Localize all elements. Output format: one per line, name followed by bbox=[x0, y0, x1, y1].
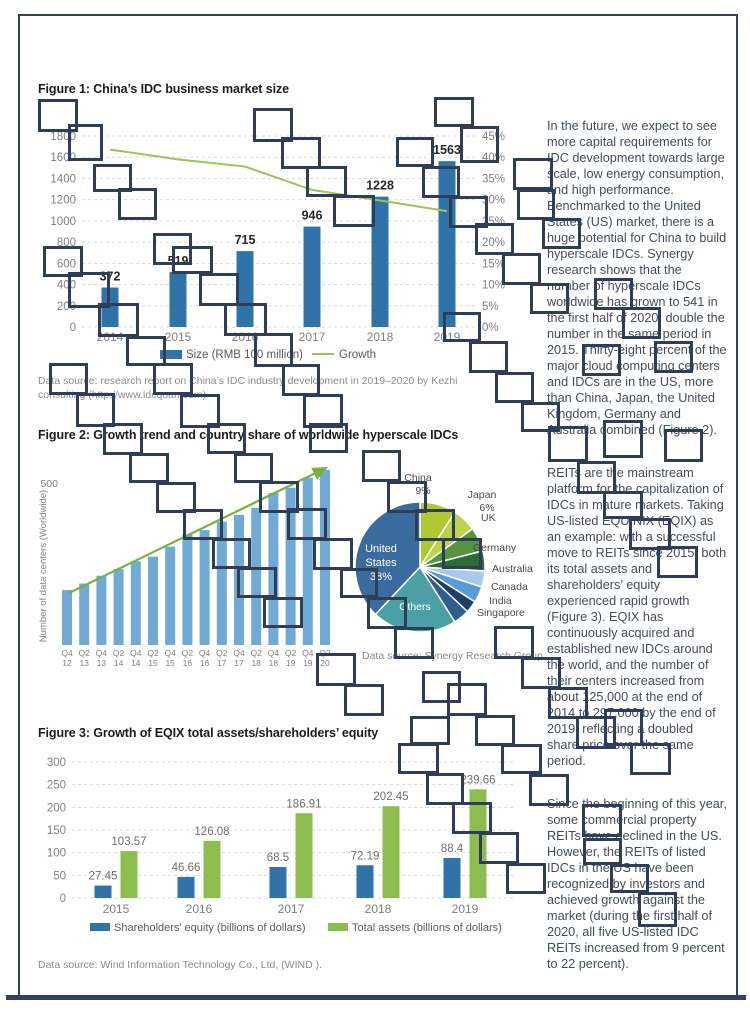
svg-text:0%: 0% bbox=[482, 322, 499, 334]
svg-text:38%: 38% bbox=[369, 571, 393, 583]
svg-text:2017: 2017 bbox=[298, 330, 326, 344]
svg-text:519: 519 bbox=[167, 253, 189, 268]
overlay-box bbox=[103, 423, 143, 455]
figure1-source: Data source: research report on China’s IDC industry development in 2019–2020 by Kezhi consulting (http://www.idcquan.com) bbox=[38, 375, 458, 401]
svg-text:1563: 1563 bbox=[433, 143, 461, 158]
svg-text:5%: 5% bbox=[482, 300, 499, 313]
svg-text:30%: 30% bbox=[482, 194, 506, 207]
overlay-box bbox=[460, 126, 499, 163]
overlay-box bbox=[442, 538, 482, 569]
svg-text:100: 100 bbox=[46, 847, 66, 860]
svg-text:Q4: Q4 bbox=[130, 648, 142, 658]
overlay-box bbox=[610, 864, 649, 893]
svg-text:2017: 2017 bbox=[277, 902, 305, 916]
overlay-box bbox=[129, 453, 169, 483]
overlay-box bbox=[183, 509, 223, 540]
svg-text:1228: 1228 bbox=[366, 178, 394, 193]
overlay-box bbox=[98, 303, 139, 337]
overlay-box bbox=[367, 597, 407, 629]
svg-text:1000: 1000 bbox=[50, 215, 76, 228]
svg-text:Q4: Q4 bbox=[61, 648, 73, 658]
svg-text:18: 18 bbox=[268, 658, 279, 668]
svg-text:15: 15 bbox=[148, 658, 158, 668]
paragraph: In the future, we expect to see more capital requirements for IDC development towards large scale, low energy consumption, and high performance. Benchmarked to the United States (US) market, there is a huge potential for China to build hyperscale IDCs. Synergy research shows that the number of hyperscale IDCs worldwide has grown to 541 in the first half of 2020, double the number in the same period in 2015. Thirty-eight percent of the major cloud computing centers and IDCs are in the US, more than China, Japan, the United Kingdom, Germany and Australia combined (Figure 2). bbox=[547, 119, 727, 437]
svg-text:Growth: Growth bbox=[339, 349, 377, 361]
svg-text:2016: 2016 bbox=[231, 330, 259, 344]
svg-text:Q4: Q4 bbox=[302, 648, 314, 658]
svg-text:15%: 15% bbox=[482, 258, 506, 271]
svg-text:Q4: Q4 bbox=[95, 648, 108, 658]
overlay-box bbox=[153, 363, 193, 395]
overlay-box bbox=[502, 253, 541, 285]
svg-text:27.45: 27.45 bbox=[88, 870, 118, 883]
svg-text:Q4: Q4 bbox=[233, 648, 245, 658]
overlay-box bbox=[126, 336, 166, 366]
svg-text:Singapore: Singapore bbox=[477, 607, 525, 619]
svg-text:Size (RMB 100 million): Size (RMB 100 million) bbox=[186, 349, 303, 361]
svg-text:1800: 1800 bbox=[50, 131, 76, 143]
overlay-box bbox=[410, 716, 450, 745]
overlay-box bbox=[282, 364, 320, 396]
svg-text:600: 600 bbox=[56, 258, 76, 271]
svg-text:China: China bbox=[404, 472, 432, 484]
svg-text:United: United bbox=[365, 543, 397, 555]
svg-text:17: 17 bbox=[217, 658, 227, 668]
svg-text:400: 400 bbox=[56, 279, 76, 292]
overlay-box bbox=[344, 684, 384, 716]
overlay-box bbox=[542, 218, 581, 249]
svg-text:239.66: 239.66 bbox=[460, 774, 496, 787]
overlay-box bbox=[333, 195, 375, 227]
overlay-box bbox=[521, 657, 561, 689]
overlay-box bbox=[548, 426, 588, 462]
svg-text:50: 50 bbox=[53, 870, 66, 883]
overlay-box bbox=[306, 166, 347, 197]
overlay-box bbox=[254, 333, 293, 367]
overlay-box bbox=[313, 538, 353, 570]
overlay-box bbox=[594, 278, 633, 310]
svg-text:1200: 1200 bbox=[50, 194, 76, 207]
svg-text:0: 0 bbox=[69, 322, 76, 334]
svg-text:2019: 2019 bbox=[451, 902, 479, 916]
svg-text:9%: 9% bbox=[415, 485, 431, 497]
svg-text:2016: 2016 bbox=[185, 902, 213, 916]
overlay-box bbox=[603, 420, 643, 458]
overlay-box bbox=[452, 802, 492, 834]
svg-text:946: 946 bbox=[301, 208, 323, 223]
overlay-box bbox=[638, 892, 677, 927]
svg-text:45%: 45% bbox=[482, 131, 506, 143]
svg-text:Japan: Japan bbox=[467, 489, 497, 501]
svg-text:40%: 40% bbox=[482, 152, 506, 165]
overlay-box bbox=[309, 423, 348, 453]
svg-text:12: 12 bbox=[62, 658, 72, 668]
svg-text:13: 13 bbox=[79, 658, 89, 668]
svg-text:300: 300 bbox=[46, 757, 66, 769]
svg-text:88.4: 88.4 bbox=[440, 842, 464, 855]
svg-text:25%: 25% bbox=[482, 215, 506, 228]
svg-text:Canada: Canada bbox=[491, 581, 528, 593]
overlay-box bbox=[495, 372, 534, 403]
overlay-box bbox=[263, 597, 303, 628]
svg-text:17: 17 bbox=[234, 658, 244, 668]
page-bottom-bar bbox=[6, 995, 746, 1000]
overlay-box bbox=[447, 683, 487, 716]
svg-text:186.91: 186.91 bbox=[286, 798, 322, 811]
overlay-box bbox=[422, 166, 460, 198]
overlay-box bbox=[657, 546, 698, 578]
overlay-box bbox=[426, 773, 464, 805]
overlay-box bbox=[583, 838, 622, 865]
svg-text:10%: 10% bbox=[482, 279, 506, 292]
overlay-box bbox=[479, 832, 519, 864]
svg-text:126.08: 126.08 bbox=[194, 825, 230, 838]
svg-text:Australia: Australia bbox=[492, 563, 533, 575]
overlay-box bbox=[76, 393, 115, 427]
overlay-box bbox=[287, 508, 327, 540]
overlay-box bbox=[316, 653, 356, 686]
figure2-title: Figure 2: Growth trend and country share of worldwide hyperscale IDCs bbox=[38, 428, 459, 442]
svg-text:800: 800 bbox=[56, 237, 76, 250]
overlay-box bbox=[68, 124, 103, 161]
paragraph: Since the beginning of this year, some commercial property REITs have declined in the US. However, the REITs of listed IDCs in the US have been recognized by investors and achieved growth against the market (during the first half of 2020, all five US-listed IDC REITs increased from 9 percent to 22 percent). bbox=[547, 797, 727, 971]
overlay-box bbox=[443, 312, 481, 342]
svg-text:India: India bbox=[489, 595, 512, 607]
overlay-box bbox=[396, 137, 434, 167]
svg-text:Q2: Q2 bbox=[78, 648, 90, 658]
svg-text:16: 16 bbox=[182, 658, 193, 668]
overlay-box bbox=[548, 687, 588, 719]
overlay-box bbox=[172, 246, 213, 274]
overlay-box bbox=[513, 158, 553, 190]
overlay-box bbox=[501, 744, 542, 774]
svg-text:20%: 20% bbox=[482, 237, 506, 250]
paragraph: REITs are the mainstream platform for the capitalization of IDCs in mature markets. Taking US-listed EQUINIX (EQIX) as an example: with a successful move to REITs since 2015, both its total assets and shareholders’ equity experienced rapid growth (Figure 3). EQIX has continuously acquired and established new IDCs around the world, and the number of their centers increased from about 125,000 at the end of 2014 to 297,000 by the end of 2019, reflecting a doubled share price over the same period. bbox=[547, 466, 727, 768]
figure3-title: Figure 3: Growth of EQIX total assets/shareholders’ equity bbox=[38, 726, 379, 740]
overlay-box bbox=[398, 743, 439, 774]
svg-text:Number of data centers (Worldw: Number of data centers (Worldwide) bbox=[38, 489, 49, 643]
overlay-box bbox=[394, 627, 434, 659]
svg-text:2019: 2019 bbox=[433, 330, 461, 344]
svg-text:2018: 2018 bbox=[366, 330, 394, 344]
overlay-box bbox=[49, 363, 88, 395]
overlay-box bbox=[475, 715, 515, 746]
svg-text:Germany: Germany bbox=[473, 542, 517, 554]
overlay-box bbox=[654, 341, 693, 373]
overlay-box bbox=[603, 491, 643, 519]
overlay-box bbox=[494, 626, 534, 659]
svg-text:2015: 2015 bbox=[164, 330, 192, 344]
svg-text:13: 13 bbox=[96, 658, 107, 668]
overlay-box bbox=[118, 188, 157, 220]
svg-text:150: 150 bbox=[46, 825, 66, 837]
overlay-box bbox=[212, 538, 251, 569]
svg-text:2015: 2015 bbox=[102, 902, 130, 916]
svg-text:35%: 35% bbox=[482, 173, 506, 186]
svg-text:202.45: 202.45 bbox=[373, 791, 409, 804]
svg-text:72.19: 72.19 bbox=[350, 850, 380, 863]
svg-text:Shareholders’ equity (billions: Shareholders’ equity (billions of dollars) bbox=[114, 922, 306, 934]
overlay-box bbox=[517, 189, 555, 220]
overlay-box bbox=[469, 341, 508, 373]
overlay-box bbox=[340, 568, 378, 598]
svg-text:0: 0 bbox=[59, 893, 66, 905]
svg-text:Others: Others bbox=[399, 601, 431, 613]
svg-text:19: 19 bbox=[303, 658, 313, 668]
figure2-source: Data source: Synergy Research Group bbox=[362, 650, 543, 662]
svg-text:2014: 2014 bbox=[96, 330, 124, 344]
overlay-box bbox=[582, 344, 621, 376]
overlay-box bbox=[475, 223, 514, 255]
overlay-box bbox=[434, 97, 474, 127]
svg-text:1400: 1400 bbox=[50, 173, 76, 186]
svg-text:16: 16 bbox=[199, 658, 210, 668]
svg-text:18: 18 bbox=[251, 658, 261, 668]
overlay-box bbox=[506, 863, 546, 894]
overlay-box bbox=[664, 429, 703, 462]
overlay-box bbox=[415, 509, 455, 541]
svg-text:1600: 1600 bbox=[50, 152, 76, 165]
overlay-box bbox=[224, 303, 267, 336]
overlay-box bbox=[281, 137, 321, 169]
svg-text:Total assets (billions of doll: Total assets (billions of dollars) bbox=[352, 922, 502, 934]
svg-text:46.66: 46.66 bbox=[171, 861, 201, 874]
overlay-box bbox=[604, 709, 643, 746]
overlay-box bbox=[234, 453, 273, 483]
svg-text:200: 200 bbox=[46, 802, 66, 815]
svg-text:Q2: Q2 bbox=[112, 648, 125, 658]
svg-text:372: 372 bbox=[99, 269, 121, 284]
svg-text:250: 250 bbox=[46, 779, 66, 792]
svg-text:20: 20 bbox=[320, 658, 330, 668]
svg-text:68.5: 68.5 bbox=[266, 851, 290, 864]
svg-text:6%: 6% bbox=[479, 502, 495, 514]
overlay-box bbox=[530, 283, 569, 314]
overlay-box bbox=[577, 461, 616, 494]
svg-text:Q2: Q2 bbox=[147, 648, 159, 658]
svg-text:14: 14 bbox=[113, 658, 124, 668]
svg-text:Q4: Q4 bbox=[164, 648, 176, 658]
figure3-source: Data source: Wind Information Technology Co., Ltd, (WIND ). bbox=[38, 959, 323, 971]
svg-text:Q2: Q2 bbox=[284, 648, 297, 658]
svg-text:UK: UK bbox=[481, 512, 496, 524]
svg-text:14: 14 bbox=[131, 658, 141, 668]
svg-text:200: 200 bbox=[56, 300, 76, 313]
svg-text:Q4: Q4 bbox=[267, 648, 280, 658]
svg-text:Q2: Q2 bbox=[319, 648, 331, 658]
svg-text:715: 715 bbox=[234, 233, 256, 248]
svg-text:500: 500 bbox=[40, 478, 58, 491]
svg-text:Q2: Q2 bbox=[250, 648, 262, 658]
svg-text:103.57: 103.57 bbox=[111, 836, 147, 849]
overlay-box bbox=[199, 273, 239, 306]
overlay-box bbox=[237, 567, 277, 598]
overlay-box bbox=[529, 774, 569, 806]
overlay-box bbox=[362, 450, 401, 482]
svg-text:States: States bbox=[365, 557, 397, 569]
overlay-box bbox=[207, 423, 246, 454]
overlay-box bbox=[630, 743, 671, 775]
figure1-title: Figure 1: China’s IDC business market size bbox=[38, 82, 289, 96]
svg-text:Q4: Q4 bbox=[198, 648, 211, 658]
svg-text:Q2: Q2 bbox=[181, 648, 194, 658]
svg-text:15: 15 bbox=[165, 658, 175, 668]
overlay-box bbox=[582, 804, 622, 837]
overlay-box bbox=[622, 307, 661, 339]
svg-text:Q2: Q2 bbox=[216, 648, 228, 658]
svg-text:19: 19 bbox=[285, 658, 296, 668]
svg-text:2018: 2018 bbox=[364, 902, 392, 916]
